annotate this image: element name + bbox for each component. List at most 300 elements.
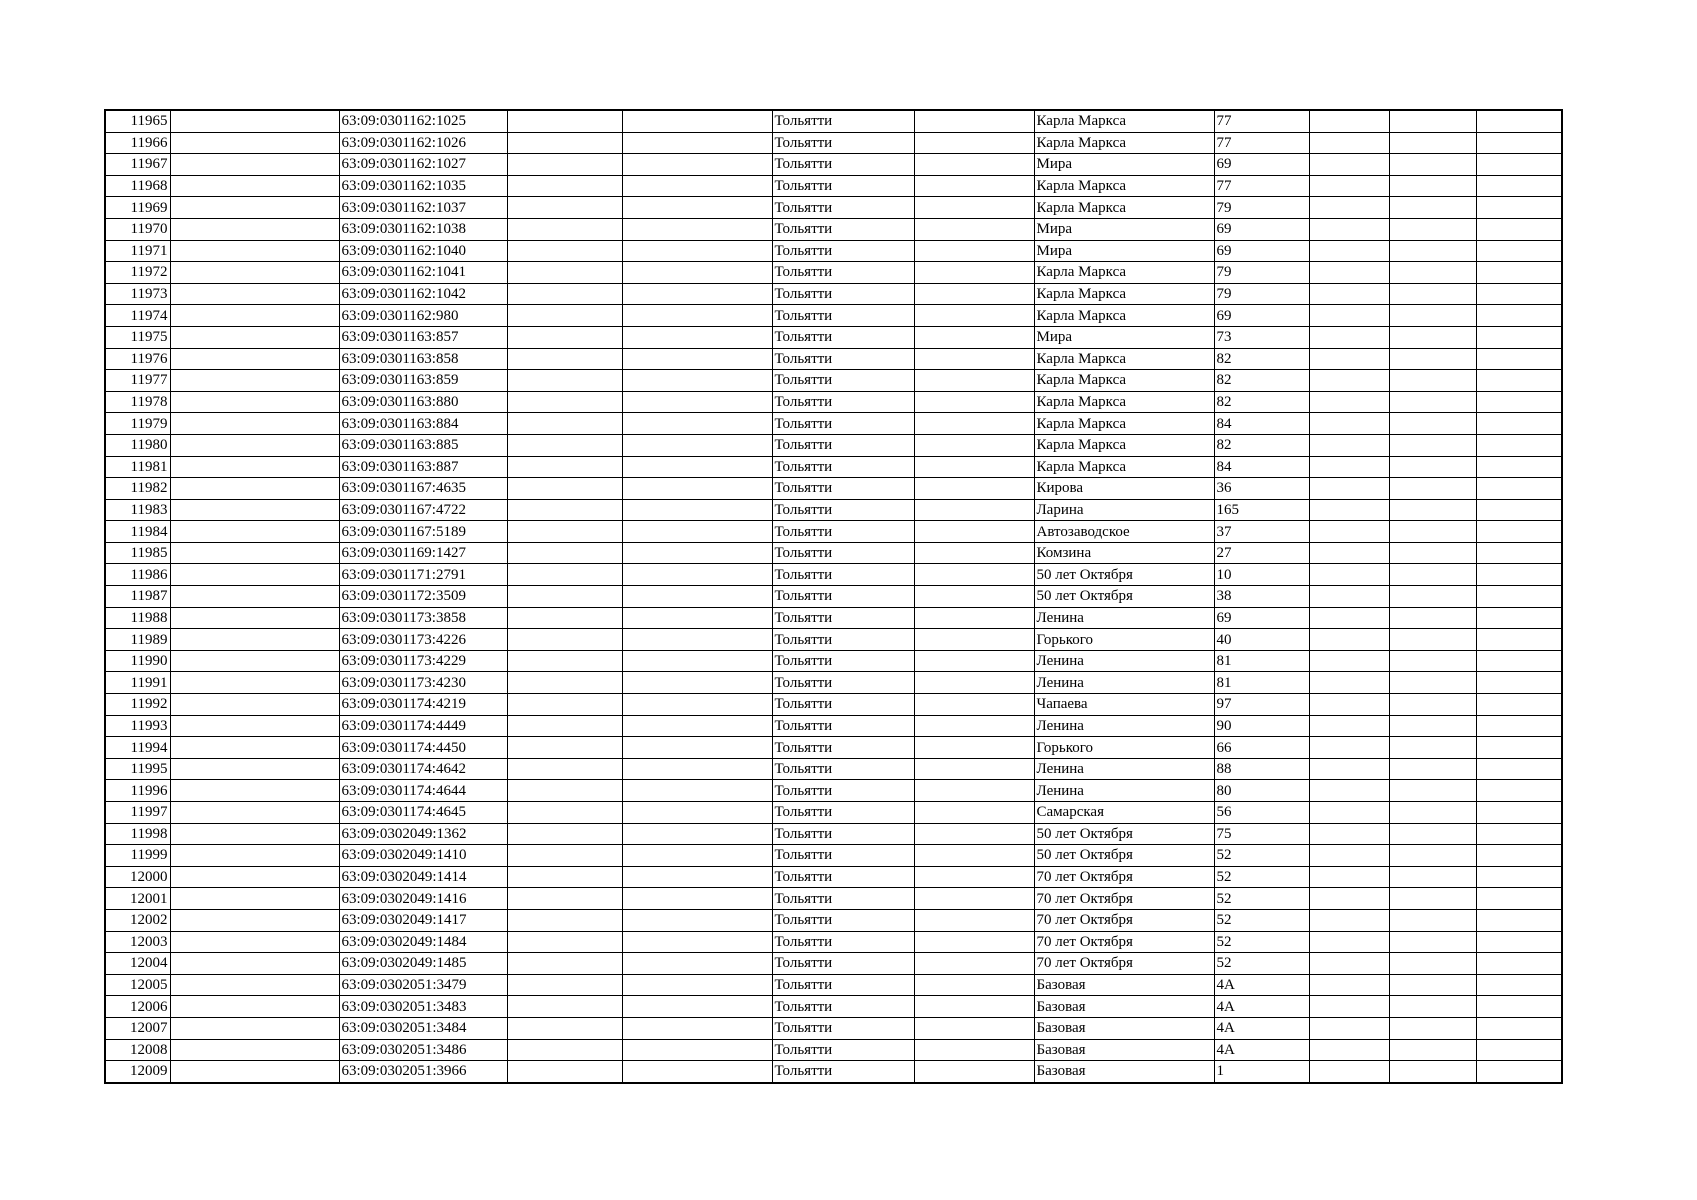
cell-row-number: 11998 xyxy=(105,823,170,845)
cell-empty xyxy=(914,564,1034,586)
cell-empty xyxy=(1309,1061,1389,1083)
cell-empty xyxy=(507,888,622,910)
cell-empty xyxy=(622,110,772,132)
cell-street: Базовая xyxy=(1034,974,1214,996)
cell-empty xyxy=(1476,305,1562,327)
cell-row-number: 11997 xyxy=(105,802,170,824)
cell-empty xyxy=(1309,586,1389,608)
table-row xyxy=(105,521,1562,543)
cell-house-number: 40 xyxy=(1214,629,1309,651)
cell-cadastral-number: 63:09:0301162:1026 xyxy=(339,132,507,154)
cell-street: Базовая xyxy=(1034,1017,1214,1039)
cell-empty xyxy=(507,370,622,392)
cell-empty xyxy=(1309,478,1389,500)
cell-empty xyxy=(507,391,622,413)
cell-empty xyxy=(507,478,622,500)
cell-empty xyxy=(170,607,339,629)
cell-empty xyxy=(507,974,622,996)
cell-row-number: 11973 xyxy=(105,283,170,305)
cell-empty xyxy=(1389,305,1476,327)
cell-cadastral-number: 63:09:0302049:1414 xyxy=(339,866,507,888)
cell-city: Тольятти xyxy=(772,413,914,435)
cell-city: Тольятти xyxy=(772,132,914,154)
cell-empty xyxy=(1389,715,1476,737)
cell-empty xyxy=(1476,370,1562,392)
cell-house-number: 69 xyxy=(1214,218,1309,240)
cell-city: Тольятти xyxy=(772,348,914,370)
cell-empty xyxy=(1389,931,1476,953)
cell-empty xyxy=(622,283,772,305)
cell-house-number: 79 xyxy=(1214,262,1309,284)
cell-empty xyxy=(622,326,772,348)
cell-empty xyxy=(1309,521,1389,543)
cell-city: Тольятти xyxy=(772,845,914,867)
cell-city: Тольятти xyxy=(772,823,914,845)
cell-empty xyxy=(507,823,622,845)
cell-empty xyxy=(1476,694,1562,716)
cell-empty xyxy=(622,1039,772,1061)
cell-empty xyxy=(622,737,772,759)
cell-cadastral-number: 63:09:0301173:4229 xyxy=(339,650,507,672)
cell-empty xyxy=(622,888,772,910)
cell-empty xyxy=(1476,456,1562,478)
cell-street: Ленина xyxy=(1034,780,1214,802)
cell-empty xyxy=(622,931,772,953)
cell-empty xyxy=(1389,737,1476,759)
cell-row-number: 12007 xyxy=(105,1017,170,1039)
cell-house-number: 52 xyxy=(1214,845,1309,867)
cell-empty xyxy=(1389,909,1476,931)
cell-city: Тольятти xyxy=(772,326,914,348)
cell-city: Тольятти xyxy=(772,434,914,456)
cell-cadastral-number: 63:09:0301174:4645 xyxy=(339,802,507,824)
cell-house-number: 90 xyxy=(1214,715,1309,737)
cell-cadastral-number: 63:09:0302049:1410 xyxy=(339,845,507,867)
cell-empty xyxy=(1476,240,1562,262)
cell-empty xyxy=(507,866,622,888)
cell-house-number: 36 xyxy=(1214,478,1309,500)
table-row xyxy=(105,586,1562,608)
cell-empty xyxy=(1309,154,1389,176)
cell-empty xyxy=(1476,132,1562,154)
cell-row-number: 12006 xyxy=(105,996,170,1018)
cell-street: Комзина xyxy=(1034,542,1214,564)
cell-row-number: 11979 xyxy=(105,413,170,435)
cell-empty xyxy=(1309,262,1389,284)
cell-row-number: 11974 xyxy=(105,305,170,327)
cell-empty xyxy=(507,650,622,672)
cell-empty xyxy=(914,499,1034,521)
cell-house-number: 82 xyxy=(1214,348,1309,370)
cell-empty xyxy=(170,218,339,240)
cell-empty xyxy=(507,218,622,240)
cell-empty xyxy=(1389,434,1476,456)
cell-row-number: 11970 xyxy=(105,218,170,240)
cell-empty xyxy=(914,1017,1034,1039)
cell-empty xyxy=(1389,326,1476,348)
cell-empty xyxy=(1309,953,1389,975)
cell-empty xyxy=(170,694,339,716)
cell-city: Тольятти xyxy=(772,607,914,629)
cell-row-number: 12005 xyxy=(105,974,170,996)
cell-city: Тольятти xyxy=(772,521,914,543)
cell-row-number: 11986 xyxy=(105,564,170,586)
cell-cadastral-number: 63:09:0301163:880 xyxy=(339,391,507,413)
cell-city: Тольятти xyxy=(772,240,914,262)
cell-row-number: 11983 xyxy=(105,499,170,521)
cell-house-number: 79 xyxy=(1214,197,1309,219)
cell-house-number: 52 xyxy=(1214,888,1309,910)
cell-row-number: 11987 xyxy=(105,586,170,608)
cell-empty xyxy=(1309,823,1389,845)
cell-empty xyxy=(507,607,622,629)
cell-empty xyxy=(622,996,772,1018)
cell-empty xyxy=(622,953,772,975)
cell-city: Тольятти xyxy=(772,564,914,586)
cell-house-number: 81 xyxy=(1214,672,1309,694)
cell-row-number: 11977 xyxy=(105,370,170,392)
cell-street: Карла Маркса xyxy=(1034,434,1214,456)
cell-city: Тольятти xyxy=(772,262,914,284)
cell-empty xyxy=(1309,909,1389,931)
cell-empty xyxy=(1309,218,1389,240)
cell-empty xyxy=(170,564,339,586)
cell-empty xyxy=(1389,413,1476,435)
cell-empty xyxy=(1476,1061,1562,1083)
cell-empty xyxy=(622,456,772,478)
cell-city: Тольятти xyxy=(772,478,914,500)
cell-empty xyxy=(1389,132,1476,154)
cell-house-number: 77 xyxy=(1214,132,1309,154)
cell-house-number: 165 xyxy=(1214,499,1309,521)
cell-cadastral-number: 63:09:0301162:1025 xyxy=(339,110,507,132)
cell-row-number: 11980 xyxy=(105,434,170,456)
cell-cadastral-number: 63:09:0301174:4450 xyxy=(339,737,507,759)
cell-street: Чапаева xyxy=(1034,694,1214,716)
cell-row-number: 11965 xyxy=(105,110,170,132)
cell-empty xyxy=(170,370,339,392)
cell-street: Горького xyxy=(1034,737,1214,759)
cell-empty xyxy=(170,1061,339,1083)
cell-row-number: 11999 xyxy=(105,845,170,867)
cell-empty xyxy=(1389,1061,1476,1083)
cell-empty xyxy=(1389,888,1476,910)
cell-empty xyxy=(170,456,339,478)
cell-empty xyxy=(1309,240,1389,262)
cell-house-number: 84 xyxy=(1214,413,1309,435)
cell-street: Кирова xyxy=(1034,478,1214,500)
cell-empty xyxy=(507,434,622,456)
cell-empty xyxy=(622,434,772,456)
cell-empty xyxy=(1476,175,1562,197)
cell-empty xyxy=(914,737,1034,759)
table-row xyxy=(105,758,1562,780)
cell-cadastral-number: 63:09:0301162:1035 xyxy=(339,175,507,197)
cell-city: Тольятти xyxy=(772,175,914,197)
cell-house-number: 84 xyxy=(1214,456,1309,478)
cell-house-number: 73 xyxy=(1214,326,1309,348)
cell-empty xyxy=(1309,1039,1389,1061)
cell-empty xyxy=(1389,218,1476,240)
cell-empty xyxy=(622,305,772,327)
cell-cadastral-number: 63:09:0302049:1417 xyxy=(339,909,507,931)
cell-empty xyxy=(170,737,339,759)
cell-city: Тольятти xyxy=(772,909,914,931)
cell-house-number: 69 xyxy=(1214,240,1309,262)
table-row xyxy=(105,370,1562,392)
table-row xyxy=(105,348,1562,370)
cell-empty xyxy=(1476,110,1562,132)
cell-empty xyxy=(170,110,339,132)
cell-empty xyxy=(1476,845,1562,867)
cell-cadastral-number: 63:09:0301173:4226 xyxy=(339,629,507,651)
table-row xyxy=(105,1061,1562,1083)
cell-empty xyxy=(1309,845,1389,867)
cell-row-number: 12001 xyxy=(105,888,170,910)
cell-empty xyxy=(1476,1017,1562,1039)
cell-empty xyxy=(1389,694,1476,716)
cell-cadastral-number: 63:09:0301169:1427 xyxy=(339,542,507,564)
cell-cadastral-number: 63:09:0301162:980 xyxy=(339,305,507,327)
table-row xyxy=(105,737,1562,759)
cell-empty xyxy=(1389,564,1476,586)
cell-empty xyxy=(1476,197,1562,219)
cell-empty xyxy=(170,240,339,262)
cell-empty xyxy=(1389,262,1476,284)
cell-cadastral-number: 63:09:0301174:4449 xyxy=(339,715,507,737)
cell-empty xyxy=(1476,802,1562,824)
cell-cadastral-number: 63:09:0302051:3486 xyxy=(339,1039,507,1061)
cell-empty xyxy=(170,974,339,996)
cell-empty xyxy=(622,478,772,500)
cell-cadastral-number: 63:09:0301167:4722 xyxy=(339,499,507,521)
cell-row-number: 11967 xyxy=(105,154,170,176)
cell-empty xyxy=(1309,175,1389,197)
cell-empty xyxy=(1389,1017,1476,1039)
cell-house-number: 52 xyxy=(1214,909,1309,931)
table-row xyxy=(105,1039,1562,1061)
table-row xyxy=(105,478,1562,500)
cell-house-number: 82 xyxy=(1214,370,1309,392)
cell-cadastral-number: 63:09:0301162:1041 xyxy=(339,262,507,284)
cell-cadastral-number: 63:09:0301172:3509 xyxy=(339,586,507,608)
table-row xyxy=(105,132,1562,154)
cell-empty xyxy=(1389,586,1476,608)
cell-empty xyxy=(622,240,772,262)
cell-empty xyxy=(1476,283,1562,305)
cell-row-number: 11984 xyxy=(105,521,170,543)
cell-house-number: 97 xyxy=(1214,694,1309,716)
cell-house-number: 79 xyxy=(1214,283,1309,305)
cell-empty xyxy=(170,650,339,672)
cell-row-number: 11989 xyxy=(105,629,170,651)
cell-empty xyxy=(170,197,339,219)
cell-empty xyxy=(1309,996,1389,1018)
cell-empty xyxy=(914,650,1034,672)
table-row xyxy=(105,996,1562,1018)
cell-empty xyxy=(622,1061,772,1083)
cell-empty xyxy=(914,434,1034,456)
cell-empty xyxy=(1389,197,1476,219)
cell-cadastral-number: 63:09:0301163:887 xyxy=(339,456,507,478)
cell-empty xyxy=(170,888,339,910)
cell-empty xyxy=(1389,953,1476,975)
cell-city: Тольятти xyxy=(772,1017,914,1039)
cell-empty xyxy=(622,1017,772,1039)
cell-cadastral-number: 63:09:0301163:859 xyxy=(339,370,507,392)
cell-cadastral-number: 63:09:0301173:4230 xyxy=(339,672,507,694)
cell-empty xyxy=(1476,737,1562,759)
cell-house-number: 66 xyxy=(1214,737,1309,759)
table-row xyxy=(105,262,1562,284)
cell-empty xyxy=(622,866,772,888)
cell-street: Мира xyxy=(1034,154,1214,176)
cell-empty xyxy=(914,715,1034,737)
table-row xyxy=(105,802,1562,824)
cell-empty xyxy=(507,1039,622,1061)
cell-empty xyxy=(507,326,622,348)
cell-empty xyxy=(622,758,772,780)
cell-empty xyxy=(622,132,772,154)
cell-empty xyxy=(622,521,772,543)
cell-street: Базовая xyxy=(1034,996,1214,1018)
cell-empty xyxy=(1389,542,1476,564)
cell-cadastral-number: 63:09:0301162:1037 xyxy=(339,197,507,219)
cell-empty xyxy=(507,802,622,824)
cell-empty xyxy=(622,780,772,802)
cell-city: Тольятти xyxy=(772,931,914,953)
cell-empty xyxy=(170,154,339,176)
cell-empty xyxy=(507,154,622,176)
cell-street: Карла Маркса xyxy=(1034,348,1214,370)
cell-row-number: 12000 xyxy=(105,866,170,888)
table-row xyxy=(105,175,1562,197)
cell-empty xyxy=(1309,110,1389,132)
cell-empty xyxy=(1389,823,1476,845)
cell-empty xyxy=(1309,1017,1389,1039)
cell-empty xyxy=(507,499,622,521)
cell-city: Тольятти xyxy=(772,996,914,1018)
cell-empty xyxy=(170,866,339,888)
cell-row-number: 11994 xyxy=(105,737,170,759)
cell-empty xyxy=(914,780,1034,802)
table-body xyxy=(105,110,1562,1083)
cell-empty xyxy=(622,974,772,996)
cell-empty xyxy=(914,866,1034,888)
cell-house-number: 27 xyxy=(1214,542,1309,564)
cell-empty xyxy=(507,909,622,931)
cell-empty xyxy=(1389,758,1476,780)
cell-city: Тольятти xyxy=(772,974,914,996)
cell-empty xyxy=(914,413,1034,435)
cell-empty xyxy=(170,391,339,413)
cell-empty xyxy=(1309,391,1389,413)
cell-empty xyxy=(170,715,339,737)
cell-street: Горького xyxy=(1034,629,1214,651)
cell-row-number: 12003 xyxy=(105,931,170,953)
cell-empty xyxy=(1476,586,1562,608)
cell-row-number: 12004 xyxy=(105,953,170,975)
cell-empty xyxy=(1389,607,1476,629)
cell-empty xyxy=(622,564,772,586)
cell-empty xyxy=(914,478,1034,500)
cell-house-number: 56 xyxy=(1214,802,1309,824)
cell-empty xyxy=(1389,1039,1476,1061)
cell-empty xyxy=(1476,909,1562,931)
cell-empty xyxy=(1476,650,1562,672)
cell-row-number: 11976 xyxy=(105,348,170,370)
cell-empty xyxy=(914,521,1034,543)
cell-empty xyxy=(170,1039,339,1061)
cell-city: Тольятти xyxy=(772,672,914,694)
cell-street: Карла Маркса xyxy=(1034,370,1214,392)
cell-empty xyxy=(1476,607,1562,629)
cell-empty xyxy=(170,542,339,564)
table-row xyxy=(105,110,1562,132)
cell-empty xyxy=(170,823,339,845)
cell-empty xyxy=(170,434,339,456)
table-row xyxy=(105,218,1562,240)
cell-cadastral-number: 63:09:0301167:5189 xyxy=(339,521,507,543)
cell-empty xyxy=(914,845,1034,867)
table-row xyxy=(105,845,1562,867)
cell-empty xyxy=(914,326,1034,348)
cell-row-number: 11985 xyxy=(105,542,170,564)
cell-city: Тольятти xyxy=(772,456,914,478)
cell-empty xyxy=(914,758,1034,780)
cell-empty xyxy=(1389,629,1476,651)
cell-street: 50 лет Октября xyxy=(1034,823,1214,845)
cell-empty xyxy=(914,218,1034,240)
cell-empty xyxy=(1476,758,1562,780)
cell-house-number: 81 xyxy=(1214,650,1309,672)
cell-city: Тольятти xyxy=(772,110,914,132)
cell-empty xyxy=(1476,326,1562,348)
cell-street: Карла Маркса xyxy=(1034,132,1214,154)
cell-street: 50 лет Октября xyxy=(1034,586,1214,608)
cell-row-number: 12009 xyxy=(105,1061,170,1083)
cell-house-number: 80 xyxy=(1214,780,1309,802)
cell-street: Карла Маркса xyxy=(1034,262,1214,284)
cell-house-number: 69 xyxy=(1214,607,1309,629)
cell-street: 50 лет Октября xyxy=(1034,845,1214,867)
table-row xyxy=(105,564,1562,586)
cell-empty xyxy=(1476,521,1562,543)
cell-empty xyxy=(1309,888,1389,910)
cell-city: Тольятти xyxy=(772,650,914,672)
cell-empty xyxy=(914,996,1034,1018)
cell-row-number: 11981 xyxy=(105,456,170,478)
table-row xyxy=(105,1017,1562,1039)
cell-empty xyxy=(1389,845,1476,867)
table-row xyxy=(105,672,1562,694)
cell-empty xyxy=(170,478,339,500)
cell-empty xyxy=(1389,110,1476,132)
cell-empty xyxy=(170,953,339,975)
cell-empty xyxy=(914,154,1034,176)
cell-empty xyxy=(1309,629,1389,651)
cell-empty xyxy=(1309,564,1389,586)
cell-empty xyxy=(914,542,1034,564)
cell-empty xyxy=(507,110,622,132)
cell-house-number: 10 xyxy=(1214,564,1309,586)
cell-row-number: 11991 xyxy=(105,672,170,694)
cell-street: Ленина xyxy=(1034,650,1214,672)
cell-house-number: 88 xyxy=(1214,758,1309,780)
cell-empty xyxy=(507,240,622,262)
table-row xyxy=(105,629,1562,651)
cell-street: Ленина xyxy=(1034,672,1214,694)
